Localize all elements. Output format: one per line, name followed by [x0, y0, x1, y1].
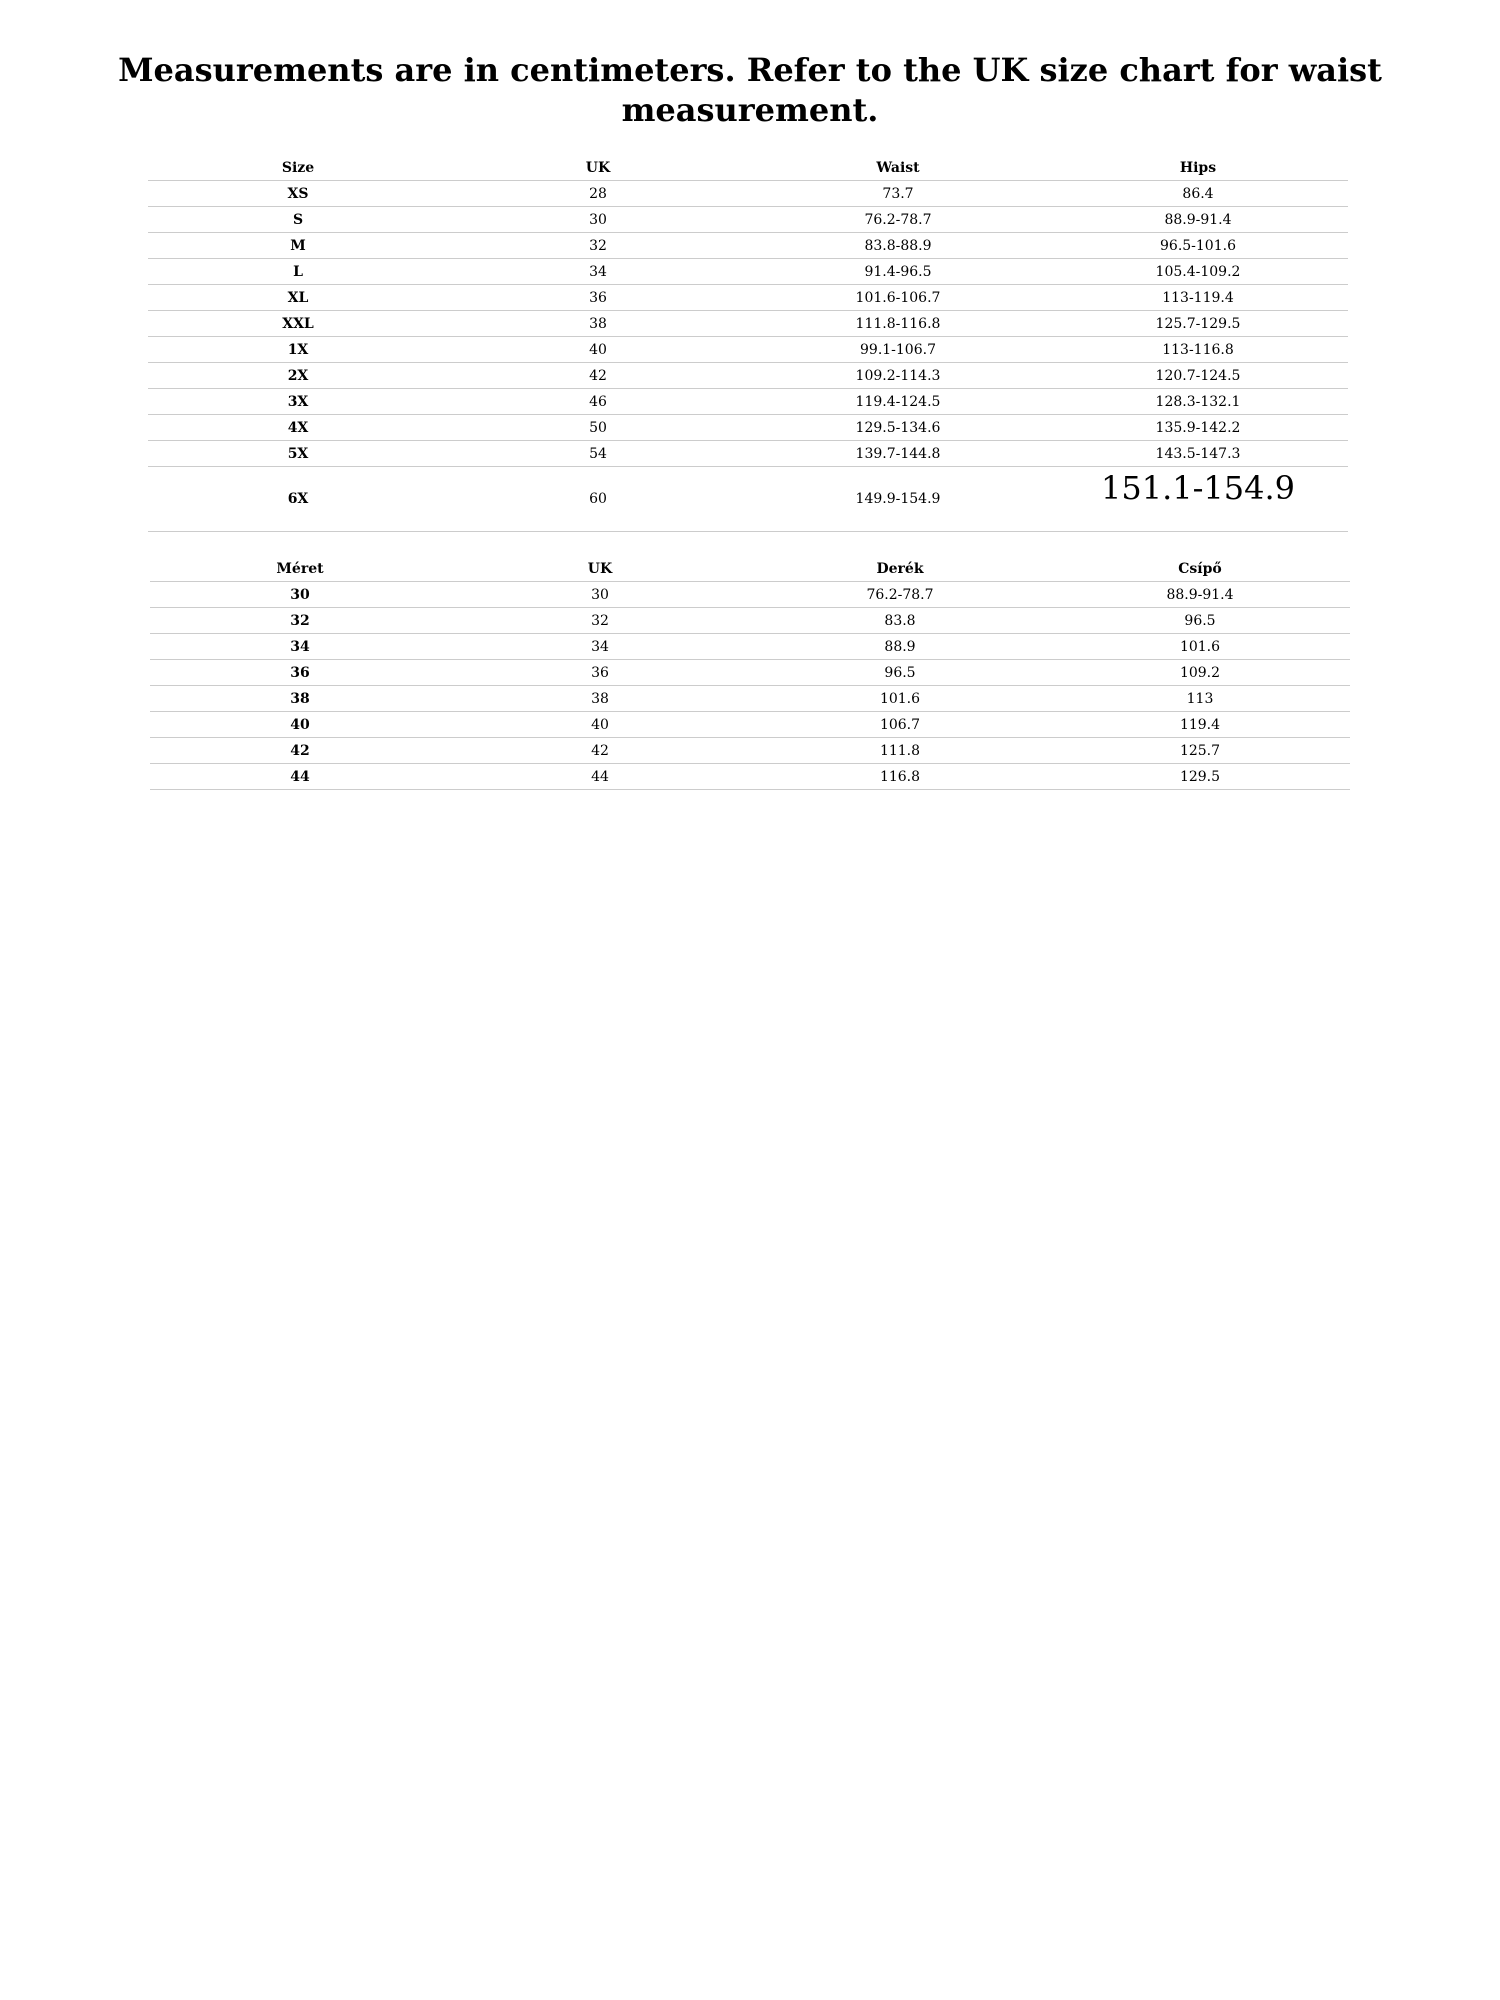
- uk-cell: 28: [448, 181, 748, 207]
- uk-cell: 34: [448, 259, 748, 285]
- hips-cell: 113-116.8: [1048, 337, 1348, 363]
- waist-cell: 76.2-78.7: [750, 582, 1050, 608]
- waist-cell: 83.8-88.9: [748, 233, 1048, 259]
- header-waist: Waist: [748, 155, 1048, 181]
- table-row: [150, 582, 1350, 608]
- size-cell: 5X: [148, 441, 448, 467]
- size-cell: 6X: [148, 467, 448, 532]
- waist-cell: 111.8: [750, 738, 1050, 764]
- uk-cell: 40: [448, 337, 748, 363]
- table-row: [148, 415, 1348, 441]
- waist-cell: 149.9-154.9: [748, 467, 1048, 532]
- header-uk: UK: [448, 155, 748, 181]
- hips-value-large: 151.1-154.9: [1100, 469, 1296, 507]
- hips-cell: 113: [1050, 686, 1350, 712]
- header-csipo: Csípő: [1050, 556, 1350, 582]
- waist-cell: 101.6: [750, 686, 1050, 712]
- size-cell: 34: [150, 634, 450, 660]
- size-cell: 3X: [148, 389, 448, 415]
- uk-cell: 60: [448, 467, 748, 532]
- size-cell: 38: [150, 686, 450, 712]
- hips-cell: 86.4: [1048, 181, 1348, 207]
- hips-cell: 105.4-109.2: [1048, 259, 1348, 285]
- waist-cell: 91.4-96.5: [748, 259, 1048, 285]
- hips-cell: 88.9-91.4: [1050, 582, 1350, 608]
- size-cell: M: [148, 233, 448, 259]
- size-cell: 1X: [148, 337, 448, 363]
- uk-cell: 44: [450, 764, 750, 790]
- table-row: [148, 285, 1348, 311]
- waist-cell: 129.5-134.6: [748, 415, 1048, 441]
- table-row: [148, 389, 1348, 415]
- uk-cell: 36: [450, 660, 750, 686]
- size-cell: 32: [150, 608, 450, 634]
- hips-cell: 135.9-142.2: [1048, 415, 1348, 441]
- table-row: [148, 337, 1348, 363]
- hips-cell: 125.7-129.5: [1048, 311, 1348, 337]
- hips-cell: 101.6: [1050, 634, 1350, 660]
- uk-cell: 30: [448, 207, 748, 233]
- hips-cell: 143.5-147.3: [1048, 441, 1348, 467]
- waist-cell: 119.4-124.5: [748, 389, 1048, 415]
- table-row: [148, 467, 1348, 532]
- hips-cell: 120.7-124.5: [1048, 363, 1348, 389]
- waist-cell: 73.7: [748, 181, 1048, 207]
- uk-cell: 36: [448, 285, 748, 311]
- uk-cell: 42: [448, 363, 748, 389]
- size-cell: XXL: [148, 311, 448, 337]
- size-cell: 42: [150, 738, 450, 764]
- uk-cell: 38: [450, 686, 750, 712]
- size-cell: 40: [150, 712, 450, 738]
- size-chart-table-english: [148, 155, 1348, 532]
- uk-cell: 42: [450, 738, 750, 764]
- waist-cell: 83.8: [750, 608, 1050, 634]
- header-uk: UK: [450, 556, 750, 582]
- uk-cell: 34: [450, 634, 750, 660]
- hips-cell: 119.4: [1050, 712, 1350, 738]
- waist-cell: 106.7: [750, 712, 1050, 738]
- hips-cell: 109.2: [1050, 660, 1350, 686]
- table-row: [148, 363, 1348, 389]
- hips-cell: 129.5: [1050, 764, 1350, 790]
- waist-cell: 88.9: [750, 634, 1050, 660]
- table-row: [148, 441, 1348, 467]
- hips-cell: 125.7: [1050, 738, 1350, 764]
- table-row: [150, 686, 1350, 712]
- table-row: [148, 259, 1348, 285]
- size-cell: 44: [150, 764, 450, 790]
- uk-cell: 50: [448, 415, 748, 441]
- hips-cell: 128.3-132.1: [1048, 389, 1348, 415]
- size-cell: 4X: [148, 415, 448, 441]
- hips-cell: 96.5-101.6: [1048, 233, 1348, 259]
- page-title: Measurements are in centimeters. Refer to the UK size chart for waist measurement.: [118, 51, 1382, 129]
- table-row: [148, 311, 1348, 337]
- waist-cell: 111.8-116.8: [748, 311, 1048, 337]
- uk-cell: 32: [450, 608, 750, 634]
- hips-cell: 96.5: [1050, 608, 1350, 634]
- table-header-row: [148, 155, 1348, 181]
- table-row: [150, 738, 1350, 764]
- uk-cell: 38: [448, 311, 748, 337]
- header-meret: Méret: [150, 556, 450, 582]
- header-hips: Hips: [1048, 155, 1348, 181]
- size-cell: L: [148, 259, 448, 285]
- table-row: [148, 181, 1348, 207]
- size-chart-table-hungarian: [150, 556, 1350, 790]
- uk-cell: 54: [448, 441, 748, 467]
- table-row: [148, 207, 1348, 233]
- hips-cell: [1048, 467, 1348, 532]
- waist-cell: 116.8: [750, 764, 1050, 790]
- table-row: [150, 608, 1350, 634]
- table-row: [150, 634, 1350, 660]
- hips-cell: 113-119.4: [1048, 285, 1348, 311]
- size-cell: XS: [148, 181, 448, 207]
- uk-cell: 46: [448, 389, 748, 415]
- header-derek: Derék: [750, 556, 1050, 582]
- uk-cell: 30: [450, 582, 750, 608]
- size-cell: S: [148, 207, 448, 233]
- size-cell: 30: [150, 582, 450, 608]
- waist-cell: 109.2-114.3: [748, 363, 1048, 389]
- uk-cell: 40: [450, 712, 750, 738]
- waist-cell: 139.7-144.8: [748, 441, 1048, 467]
- waist-cell: 101.6-106.7: [748, 285, 1048, 311]
- table-header-row: [150, 556, 1350, 582]
- table-row: [150, 712, 1350, 738]
- table-row: [150, 764, 1350, 790]
- waist-cell: 76.2-78.7: [748, 207, 1048, 233]
- uk-cell: 32: [448, 233, 748, 259]
- size-cell: 2X: [148, 363, 448, 389]
- size-cell: XL: [148, 285, 448, 311]
- table-row: [148, 233, 1348, 259]
- waist-cell: 96.5: [750, 660, 1050, 686]
- header-size: Size: [148, 155, 448, 181]
- waist-cell: 99.1-106.7: [748, 337, 1048, 363]
- hips-cell: 88.9-91.4: [1048, 207, 1348, 233]
- table-row: [150, 660, 1350, 686]
- size-cell: 36: [150, 660, 450, 686]
